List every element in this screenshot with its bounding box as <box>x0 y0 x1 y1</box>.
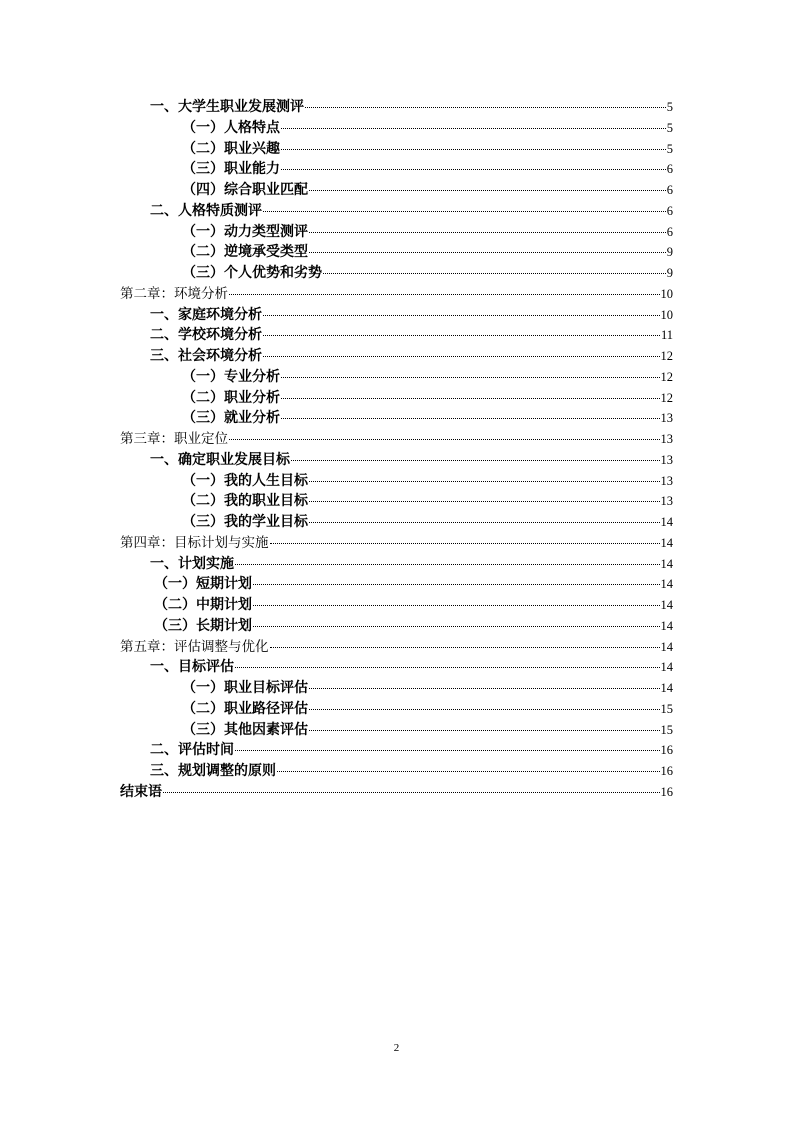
toc-entry-title: 第五章：评估调整与优化 <box>120 638 269 655</box>
toc-entry-page: 16 <box>660 743 673 758</box>
toc-entry-page: 6 <box>666 203 673 218</box>
toc-entry-title: 第二章：环境分析 <box>120 285 228 302</box>
toc-entry-page: 14 <box>660 660 673 675</box>
toc-entry[interactable] <box>120 595 673 616</box>
toc-dot-leader <box>309 501 660 502</box>
toc-entry[interactable] <box>120 782 673 803</box>
toc-entry-title: （一）我的人生目标 <box>182 472 308 489</box>
page-number: 2 <box>393 1042 400 1054</box>
toc-dot-leader <box>253 584 660 585</box>
toc-entry-page: 14 <box>660 535 673 550</box>
toc-dot-leader <box>163 792 660 793</box>
toc-entry-title: （三）就业分析 <box>182 410 280 427</box>
toc-entry-page: 13 <box>660 432 673 446</box>
toc-entry-title: 一、家庭环境分析 <box>150 306 262 323</box>
toc-entry-page: 5 <box>666 141 673 156</box>
toc-entry-page: 11 <box>660 328 673 343</box>
toc-entry[interactable] <box>120 761 673 782</box>
toc-entry-title: 二、人格特质测评 <box>150 202 262 219</box>
toc-dot-leader <box>281 398 660 399</box>
toc-entry-page: 14 <box>660 515 673 529</box>
toc-entry-title: （一）动力类型测评 <box>182 223 308 240</box>
toc-entry-title: 第三章：职业定位 <box>120 431 228 447</box>
toc-entry[interactable] <box>120 408 673 429</box>
toc-entry-page: 6 <box>666 183 673 197</box>
toc-entry-title: （三）其他因素评估 <box>182 721 308 738</box>
toc-entry[interactable] <box>120 637 673 658</box>
toc-entry-page: 15 <box>660 701 673 716</box>
toc-dot-leader <box>263 335 660 336</box>
toc-entry-title: （一）人格特点 <box>182 119 280 136</box>
toc-dot-leader <box>263 211 666 212</box>
toc-entry[interactable] <box>120 699 673 720</box>
toc-dot-leader <box>309 232 666 233</box>
toc-entry[interactable] <box>120 533 673 554</box>
toc-entry-page: 14 <box>660 681 673 695</box>
toc-dot-leader <box>235 750 660 751</box>
toc-entry-title: 第四章：目标计划与实施 <box>120 534 269 551</box>
toc-entry-title: 三、规划调整的原则 <box>150 763 276 779</box>
toc-dot-leader <box>253 626 660 627</box>
toc-entry-page: 13 <box>660 494 673 509</box>
toc-entry[interactable] <box>120 616 673 637</box>
toc-entry[interactable] <box>120 284 673 305</box>
toc-entry[interactable] <box>120 222 673 243</box>
toc-dot-leader <box>309 522 660 523</box>
toc-dot-leader <box>309 190 666 191</box>
table-of-contents <box>120 97 673 803</box>
toc-entry-page: 12 <box>660 369 673 384</box>
toc-entry[interactable] <box>120 305 673 326</box>
toc-entry-title: 一、计划实施 <box>150 555 234 572</box>
toc-entry-title: 一、目标评估 <box>150 659 234 676</box>
toc-dot-leader <box>291 460 660 461</box>
toc-dot-leader <box>229 439 660 440</box>
toc-dot-leader <box>281 128 666 129</box>
toc-entry[interactable] <box>120 657 673 678</box>
toc-dot-leader <box>309 709 660 710</box>
toc-entry[interactable] <box>120 388 673 409</box>
toc-entry[interactable] <box>120 512 673 533</box>
toc-entry-page: 12 <box>660 349 673 363</box>
toc-dot-leader <box>309 730 660 731</box>
toc-entry-title: （三）职业能力 <box>182 161 280 178</box>
toc-entry[interactable] <box>120 554 673 575</box>
toc-entry[interactable] <box>120 367 673 388</box>
toc-entry-title: （一）职业目标评估 <box>182 680 308 696</box>
toc-dot-leader <box>229 294 660 295</box>
toc-entry[interactable] <box>120 450 673 471</box>
toc-entry[interactable] <box>120 201 673 222</box>
toc-dot-leader <box>270 647 660 648</box>
toc-dot-leader <box>235 667 660 668</box>
toc-dot-leader <box>253 605 660 606</box>
toc-entry-title: 一、大学生职业发展测评 <box>150 99 304 115</box>
toc-entry[interactable] <box>120 740 673 761</box>
toc-entry-page: 13 <box>660 473 673 488</box>
toc-dot-leader <box>277 771 660 772</box>
toc-entry-title: （二）我的职业目标 <box>182 493 308 510</box>
toc-entry-title: （四）综合职业匹配 <box>182 182 308 198</box>
toc-entry-page: 10 <box>660 286 673 301</box>
toc-entry-page: 14 <box>660 556 673 571</box>
toc-dot-leader <box>263 356 660 357</box>
toc-entry[interactable] <box>120 242 673 263</box>
toc-entry[interactable] <box>120 325 673 346</box>
toc-entry[interactable] <box>120 97 673 118</box>
toc-entry-page: 13 <box>660 452 673 467</box>
toc-entry-page: 10 <box>660 307 673 322</box>
toc-entry-page: 16 <box>660 784 673 799</box>
toc-entry[interactable] <box>120 491 673 512</box>
toc-dot-leader <box>281 169 666 170</box>
toc-entry-page: 9 <box>666 245 673 260</box>
toc-entry-title: （二）逆境承受类型 <box>182 244 308 261</box>
toc-entry[interactable] <box>120 263 673 284</box>
toc-dot-leader <box>235 564 660 565</box>
toc-entry-page: 12 <box>660 390 673 405</box>
toc-entry-title: （三）我的学业目标 <box>182 514 308 530</box>
toc-entry-title: 二、评估时间 <box>150 742 234 759</box>
toc-entry-title: 一、确定职业发展目标 <box>150 451 290 468</box>
toc-entry[interactable] <box>120 139 673 160</box>
toc-dot-leader <box>309 688 660 689</box>
toc-entry[interactable] <box>120 471 673 492</box>
toc-dot-leader <box>263 315 660 316</box>
toc-entry-page: 6 <box>666 224 673 239</box>
toc-entry[interactable] <box>120 429 673 450</box>
toc-dot-leader <box>281 418 660 419</box>
toc-entry-title: （二）职业兴趣 <box>182 140 280 157</box>
toc-dot-leader <box>281 377 660 378</box>
toc-entry-title: （三）长期计划 <box>154 617 252 634</box>
toc-entry[interactable] <box>120 574 673 595</box>
toc-entry-title: 二、学校环境分析 <box>150 327 262 344</box>
toc-entry-title: （二）职业路径评估 <box>182 700 308 717</box>
toc-entry-page: 14 <box>660 598 673 612</box>
toc-entry-page: 14 <box>660 639 673 654</box>
toc-entry-page: 5 <box>666 100 673 114</box>
toc-entry-page: 5 <box>666 120 673 135</box>
toc-dot-leader <box>270 543 660 544</box>
toc-entry[interactable] <box>120 180 673 201</box>
toc-entry-title: （一）短期计划 <box>154 576 252 593</box>
toc-entry-title: （三）个人优势和劣势 <box>182 265 322 281</box>
toc-dot-leader <box>281 149 666 150</box>
toc-entry-title: （二）中期计划 <box>154 597 252 613</box>
toc-entry[interactable] <box>120 118 673 139</box>
toc-dot-leader <box>323 273 666 274</box>
toc-entry[interactable] <box>120 678 673 699</box>
toc-entry[interactable] <box>120 159 673 180</box>
toc-entry[interactable] <box>120 720 673 741</box>
toc-entry-page: 14 <box>660 618 673 633</box>
toc-entry-page: 16 <box>660 764 673 778</box>
toc-entry-page: 13 <box>660 411 673 426</box>
toc-dot-leader <box>309 252 666 253</box>
toc-entry-title: （一）专业分析 <box>182 368 280 385</box>
toc-entry-page: 6 <box>666 162 673 177</box>
toc-entry-page: 15 <box>660 722 673 737</box>
toc-dot-leader <box>309 481 660 482</box>
toc-dot-leader <box>305 107 666 108</box>
toc-entry-title: 三、社会环境分析 <box>150 348 262 364</box>
toc-entry-title: 结束语 <box>120 783 162 800</box>
toc-entry[interactable] <box>120 346 673 367</box>
toc-entry-page: 14 <box>660 577 673 592</box>
toc-entry-title: （二）职业分析 <box>182 389 280 406</box>
toc-entry-page: 9 <box>666 266 673 280</box>
